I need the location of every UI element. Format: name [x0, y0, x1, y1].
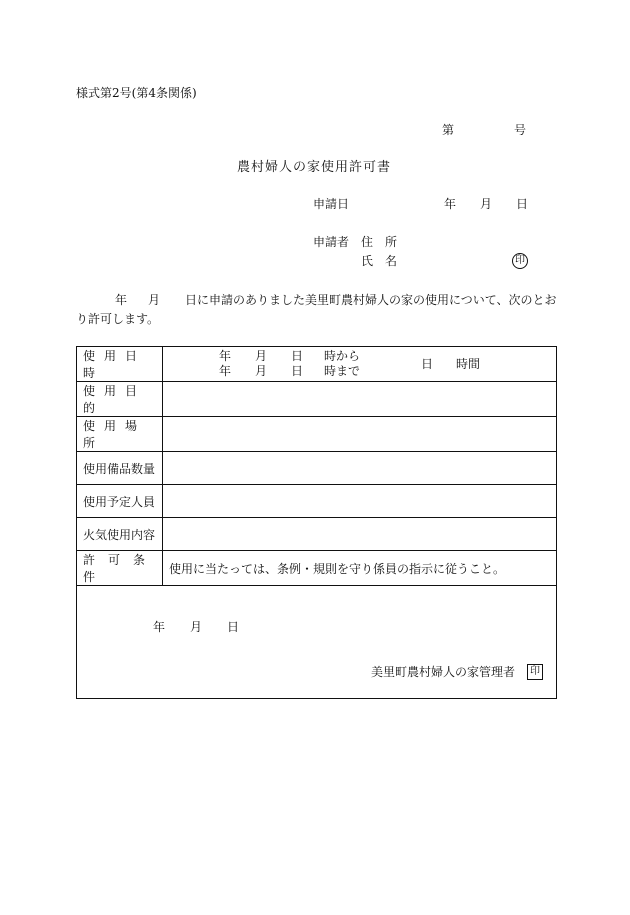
usage-purpose-cell	[163, 382, 557, 417]
issue-year: 年	[153, 620, 166, 634]
manager-title: 美里町農村婦人の家管理者	[371, 665, 516, 679]
table-row	[77, 417, 557, 452]
applicant-label: 申請者	[313, 235, 350, 249]
dt-until-suffix: 時まで	[324, 364, 361, 378]
intro-year: 年	[115, 293, 128, 307]
issue-month: 月	[190, 620, 203, 634]
row-label-usage-datetime	[77, 347, 163, 382]
table-row	[77, 452, 557, 485]
number-prefix: 第	[442, 123, 455, 137]
dt-from-day: 日	[291, 349, 304, 363]
dt-until-month: 月	[255, 364, 268, 378]
dt-days: 日	[421, 357, 434, 371]
manager-seal	[527, 664, 543, 680]
table-row	[77, 518, 557, 551]
fire-use-cell	[163, 518, 557, 551]
seal-icon: 印	[512, 253, 528, 269]
conditions-text: 使用に当たっては、条例・規則を守り係員の指示に従うこと。	[169, 561, 506, 576]
issuer-cell	[77, 586, 557, 699]
expected-people-cell	[163, 485, 557, 518]
intro-month: 月	[148, 293, 161, 307]
applicant-seal	[512, 253, 528, 269]
table-row	[77, 551, 557, 586]
conditions-cell	[163, 551, 557, 586]
dt-from-year: 年	[219, 349, 232, 363]
row-label-conditions: 許可条件	[77, 551, 163, 586]
permit-table	[76, 346, 557, 699]
intro-line2: り許可します。	[76, 312, 160, 326]
dt-hours: 時間	[456, 357, 481, 371]
row-label-expected-people: 使用予定人員	[77, 485, 163, 518]
row-label-equipment: 使用備品数量	[77, 452, 163, 485]
table-row	[77, 382, 557, 417]
row-label-usage-purpose: 使用目的	[77, 382, 163, 417]
applicant-address-label: 住 所	[361, 235, 398, 249]
form-code: 様式第2号(第4条関係)	[76, 86, 197, 100]
dt-from-suffix: 時から	[324, 349, 361, 363]
usage-place-cell	[163, 417, 557, 452]
document-title: 農村婦人の家使用許可書	[237, 160, 392, 175]
seal-icon: 印	[527, 664, 543, 680]
table-row	[77, 347, 557, 382]
application-date-year: 年	[444, 197, 457, 211]
issue-day: 日	[227, 620, 240, 634]
usage-datetime-cell	[163, 347, 557, 382]
dt-until-day: 日	[291, 364, 304, 378]
application-date-month: 月	[480, 197, 493, 211]
usage-datetime-label: 使用日時	[83, 349, 147, 380]
row-label-usage-place: 使用場所	[77, 417, 163, 452]
application-date-label: 申請日	[313, 197, 350, 211]
table-row	[77, 586, 557, 699]
row-label-fire-use: 火気使用内容	[77, 518, 163, 551]
applicant-name-label: 氏 名	[361, 254, 398, 268]
intro-line1: 日に申請のありました美里町農村婦人の家の使用について、次のとお	[185, 293, 557, 307]
dt-from-month: 月	[255, 349, 268, 363]
equipment-cell	[163, 452, 557, 485]
application-date-day: 日	[516, 197, 529, 211]
number-suffix: 号	[514, 123, 527, 137]
table-row	[77, 485, 557, 518]
dt-until-year: 年	[219, 364, 232, 378]
